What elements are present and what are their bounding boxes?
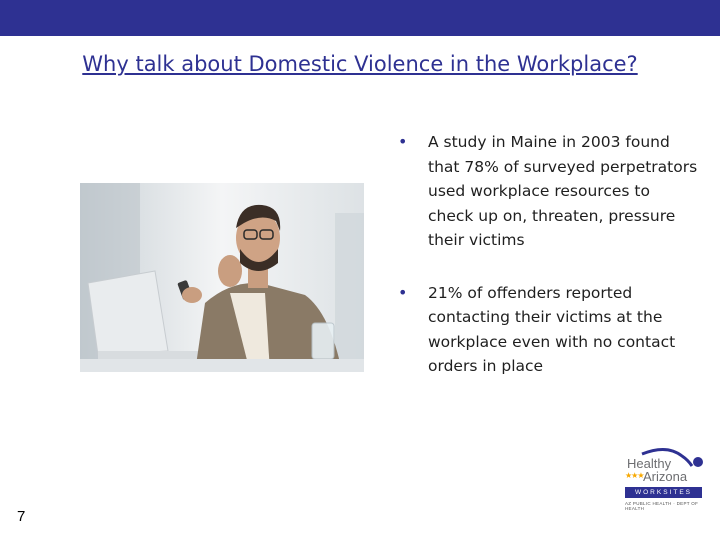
slide-number: 7	[17, 508, 26, 525]
healthy-arizona-worksites-logo	[622, 444, 707, 512]
bullet-item	[398, 130, 698, 253]
bullet-text: A study in Maine in 2003 found that 78% of surveyed perpetrators used workplace resources to check up on, threaten, pressure their victims	[428, 133, 698, 249]
logo-worksites-band: WORKSITES	[625, 487, 702, 498]
logo-text-arizona: Arizona	[643, 469, 688, 484]
bullet-list	[398, 130, 698, 407]
bullet-text: 21% of offenders reported contacting their victims at the workplace even with no contact orders in place	[428, 283, 676, 375]
logo-subtext: AZ PUBLIC HEALTH · DEPT OF HEALTH	[625, 501, 699, 511]
bullet-item	[398, 281, 698, 379]
man-with-phone-photo	[80, 183, 364, 372]
bullet-icon: •	[398, 282, 408, 302]
logo-stars-icon: ★★★	[625, 471, 644, 480]
slide-title: Why talk about Domestic Violence in the Workplace?	[82, 52, 638, 76]
logo-text-healthy: Healthy	[627, 456, 672, 471]
header-bar	[0, 0, 720, 36]
bullet-icon: •	[398, 132, 408, 151]
